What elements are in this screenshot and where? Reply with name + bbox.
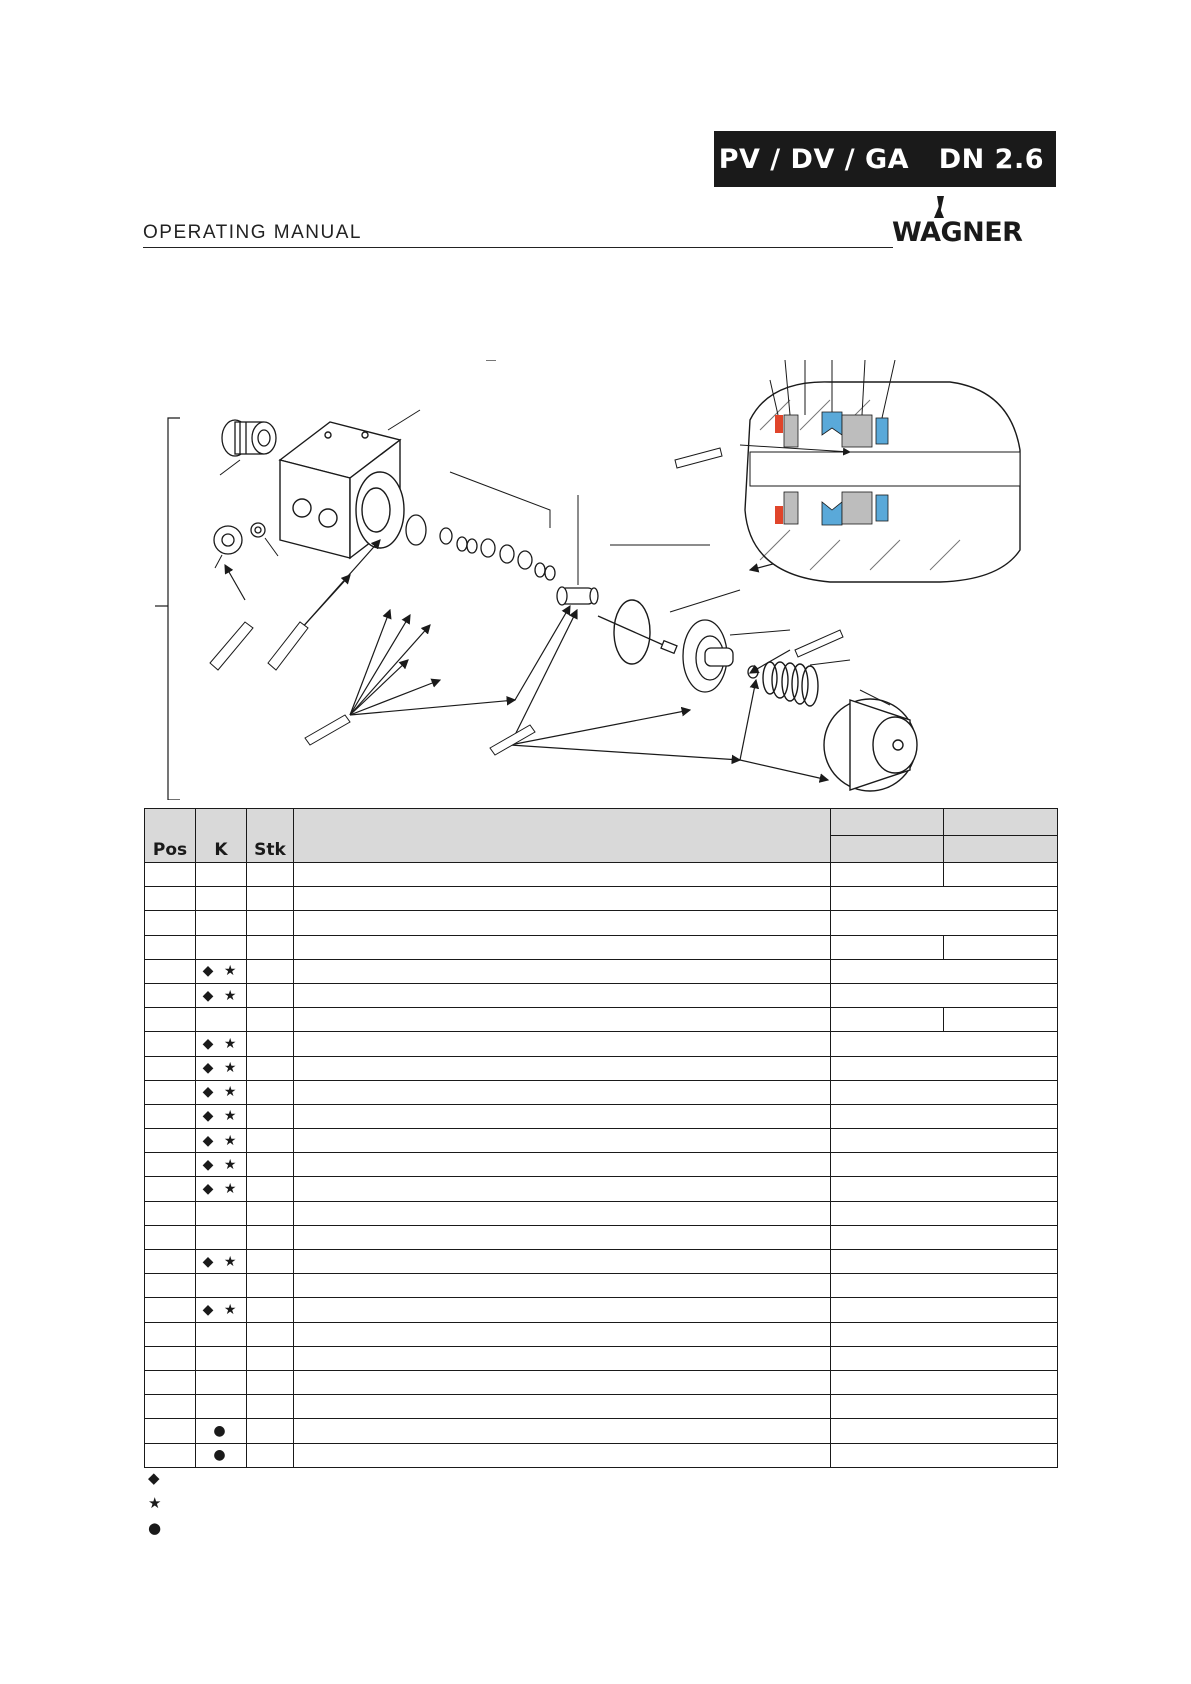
threaded-fitting (222, 420, 276, 456)
table-row (145, 1129, 1058, 1153)
cell-description (294, 1153, 831, 1177)
legend-dot: ● (148, 1519, 162, 1537)
cell-pos (145, 1104, 196, 1128)
cell-k: ◆ ★ (196, 1056, 247, 1080)
table-row (145, 1395, 1058, 1419)
cell-pos (145, 911, 196, 935)
cell-stk (247, 1056, 294, 1080)
cell-pos (145, 1201, 196, 1225)
cell-pos (145, 1395, 196, 1419)
cell-pos (145, 1322, 196, 1346)
cell-k (196, 1395, 247, 1419)
table-row (145, 1225, 1058, 1249)
cell-k: ◆ ★ (196, 1250, 247, 1274)
brand-name: WAGNER (892, 217, 1023, 248)
cell-description (294, 983, 831, 1007)
manual-label: OPERATING MANUAL (143, 222, 362, 243)
grease-arrows (225, 540, 828, 780)
cell-order-number (831, 1104, 1058, 1128)
table-row (145, 1177, 1058, 1201)
cell-k (196, 1225, 247, 1249)
cell-order-number (831, 1153, 1058, 1177)
cell-stk (247, 1177, 294, 1201)
cell-variant-b (944, 863, 1058, 887)
cell-pos (145, 1370, 196, 1394)
hex-nut (214, 526, 242, 554)
table-row (145, 1032, 1058, 1056)
cell-stk (247, 887, 294, 911)
cell-pos (145, 1298, 196, 1322)
table-row (145, 1370, 1058, 1394)
cell-stk (247, 863, 294, 887)
cell-pos (145, 983, 196, 1007)
table-row (145, 887, 1058, 911)
diaphragm (683, 620, 733, 692)
cell-order-number (831, 1322, 1058, 1346)
table-row (145, 1250, 1058, 1274)
cell-k (196, 911, 247, 935)
cell-description (294, 911, 831, 935)
cell-description (294, 1201, 831, 1225)
cell-description (294, 1177, 831, 1201)
cell-k (196, 863, 247, 887)
table-row (145, 1201, 1058, 1225)
small-plug (251, 523, 265, 537)
cell-pos (145, 1129, 196, 1153)
end-cap (824, 699, 917, 791)
cell-stk (247, 1201, 294, 1225)
cell-pos (145, 1225, 196, 1249)
cell-stk (247, 1346, 294, 1370)
cell-description (294, 1370, 831, 1394)
cell-pos (145, 935, 196, 959)
cell-stk (247, 1153, 294, 1177)
cell-description (294, 1225, 831, 1249)
cell-k: ◆ ★ (196, 1104, 247, 1128)
cell-order-number (831, 1129, 1058, 1153)
table-row (145, 1298, 1058, 1322)
cell-pos (145, 959, 196, 983)
cell-stk (247, 1419, 294, 1443)
o-ring-large (406, 515, 426, 545)
cell-stk (247, 1032, 294, 1056)
cell-pos (145, 887, 196, 911)
cell-description (294, 959, 831, 983)
cell-description (294, 1129, 831, 1153)
product-title-bar (714, 131, 1056, 187)
cell-stk (247, 911, 294, 935)
table-row (145, 1419, 1058, 1443)
header-rule (143, 247, 893, 248)
cell-pos (145, 1008, 196, 1032)
cell-stk (247, 1225, 294, 1249)
table-row (145, 1008, 1058, 1032)
cell-stk (247, 1395, 294, 1419)
cell-order-number (831, 1032, 1058, 1056)
cell-k (196, 1201, 247, 1225)
cell-description (294, 1008, 831, 1032)
cell-pos (145, 1250, 196, 1274)
diaphragm-ring (614, 600, 650, 664)
piston (557, 587, 598, 605)
cell-variant-a (831, 863, 944, 887)
cell-stk (247, 1250, 294, 1274)
cell-stk (247, 1370, 294, 1394)
cell-stk (247, 1080, 294, 1104)
cell-k: ◆ ★ (196, 983, 247, 1007)
cell-order-number (831, 1080, 1058, 1104)
cell-order-number (831, 1225, 1058, 1249)
cell-variant-b (944, 1008, 1058, 1032)
cell-stk (247, 1129, 294, 1153)
exploded-parts-diagram (150, 360, 1060, 800)
cell-order-number (831, 1395, 1058, 1419)
cell-description (294, 1443, 831, 1467)
cell-k (196, 887, 247, 911)
cell-stk (247, 1104, 294, 1128)
cell-pos (145, 1274, 196, 1298)
cell-pos (145, 1153, 196, 1177)
valve-housing (280, 422, 404, 558)
cell-k (196, 1346, 247, 1370)
legend-diamond: ◆ (148, 1469, 160, 1487)
cell-k: ◆ ★ (196, 1129, 247, 1153)
cell-k: ◆ ★ (196, 1032, 247, 1056)
cell-description (294, 1298, 831, 1322)
cell-description (294, 935, 831, 959)
cell-pos (145, 1080, 196, 1104)
table-row (145, 1346, 1058, 1370)
table-row (145, 1056, 1058, 1080)
cell-order-number (831, 1177, 1058, 1201)
cell-description (294, 1395, 831, 1419)
cell-pos (145, 1419, 196, 1443)
cell-order-number (831, 983, 1058, 1007)
product-title: PV / DV / GA DN 2.6 (718, 143, 1044, 175)
cell-order-number (831, 887, 1058, 911)
col-header-pos: Pos (145, 809, 196, 863)
cell-order-number (831, 1346, 1058, 1370)
cell-k (196, 1322, 247, 1346)
cell-k (196, 935, 247, 959)
cell-variant-b (944, 935, 1058, 959)
cell-order-number (831, 1056, 1058, 1080)
cell-pos (145, 1346, 196, 1370)
cell-order-number (831, 1274, 1058, 1298)
table-row (145, 1274, 1058, 1298)
cell-k: ● (196, 1443, 247, 1467)
cell-stk (247, 1443, 294, 1467)
table-row (145, 1322, 1058, 1346)
cell-k (196, 1370, 247, 1394)
cell-k (196, 1008, 247, 1032)
cell-pos (145, 1056, 196, 1080)
needle (598, 616, 677, 653)
cell-description (294, 1056, 831, 1080)
table-row (145, 959, 1058, 983)
col-header-stk: Stk (247, 809, 294, 863)
cell-description (294, 1274, 831, 1298)
cell-description (294, 1346, 831, 1370)
cell-k: ◆ ★ (196, 1080, 247, 1104)
cell-pos (145, 1443, 196, 1467)
cell-description (294, 1080, 831, 1104)
table-row (145, 1104, 1058, 1128)
cell-description (294, 1322, 831, 1346)
cell-description (294, 1250, 831, 1274)
cell-k: ◆ ★ (196, 1177, 247, 1201)
cell-stk (247, 1298, 294, 1322)
cell-k: ● (196, 1419, 247, 1443)
cell-k: ◆ ★ (196, 959, 247, 983)
assembly-bracket (168, 418, 180, 800)
seal-stack (440, 528, 555, 580)
cell-description (294, 1104, 831, 1128)
cell-order-number (831, 1298, 1058, 1322)
col-subheader-a (831, 836, 944, 863)
cell-k: ◆ ★ (196, 1298, 247, 1322)
cell-variant-a (831, 1008, 944, 1032)
table-row (145, 863, 1058, 887)
cell-variant-a (831, 935, 944, 959)
cell-order-number (831, 911, 1058, 935)
cell-order-number (831, 1201, 1058, 1225)
cell-stk (247, 983, 294, 1007)
cell-stk (247, 1274, 294, 1298)
cell-description (294, 1419, 831, 1443)
cell-stk (247, 959, 294, 983)
cell-k (196, 1274, 247, 1298)
cell-stk (247, 1322, 294, 1346)
cell-pos (145, 1032, 196, 1056)
section-view (740, 360, 1020, 582)
cell-order-number (831, 1250, 1058, 1274)
cell-order-number (831, 1443, 1058, 1467)
cell-description (294, 863, 831, 887)
lock-nut (748, 666, 758, 678)
col-header-variant-b (944, 809, 1058, 836)
cell-description (294, 1032, 831, 1056)
spring (763, 662, 818, 706)
table-row (145, 935, 1058, 959)
parts-table (144, 808, 1058, 1468)
wagner-logo (892, 196, 1060, 248)
cell-order-number (831, 959, 1058, 983)
table-row (145, 911, 1058, 935)
cell-pos (145, 863, 196, 887)
cell-stk (247, 1008, 294, 1032)
legend-star: ★ (148, 1494, 162, 1512)
cell-k: ◆ ★ (196, 1153, 247, 1177)
col-subheader-b (944, 836, 1058, 863)
table-row (145, 1443, 1058, 1467)
cell-order-number (831, 1370, 1058, 1394)
table-row (145, 1153, 1058, 1177)
table-row (145, 1080, 1058, 1104)
cell-pos (145, 1177, 196, 1201)
table-row (145, 983, 1058, 1007)
cell-description (294, 887, 831, 911)
cell-stk (247, 935, 294, 959)
col-header-variant-a (831, 809, 944, 836)
parts-table-body (145, 863, 1058, 1468)
col-header-k: K (196, 809, 247, 863)
col-header-description (294, 809, 831, 863)
cell-order-number (831, 1419, 1058, 1443)
